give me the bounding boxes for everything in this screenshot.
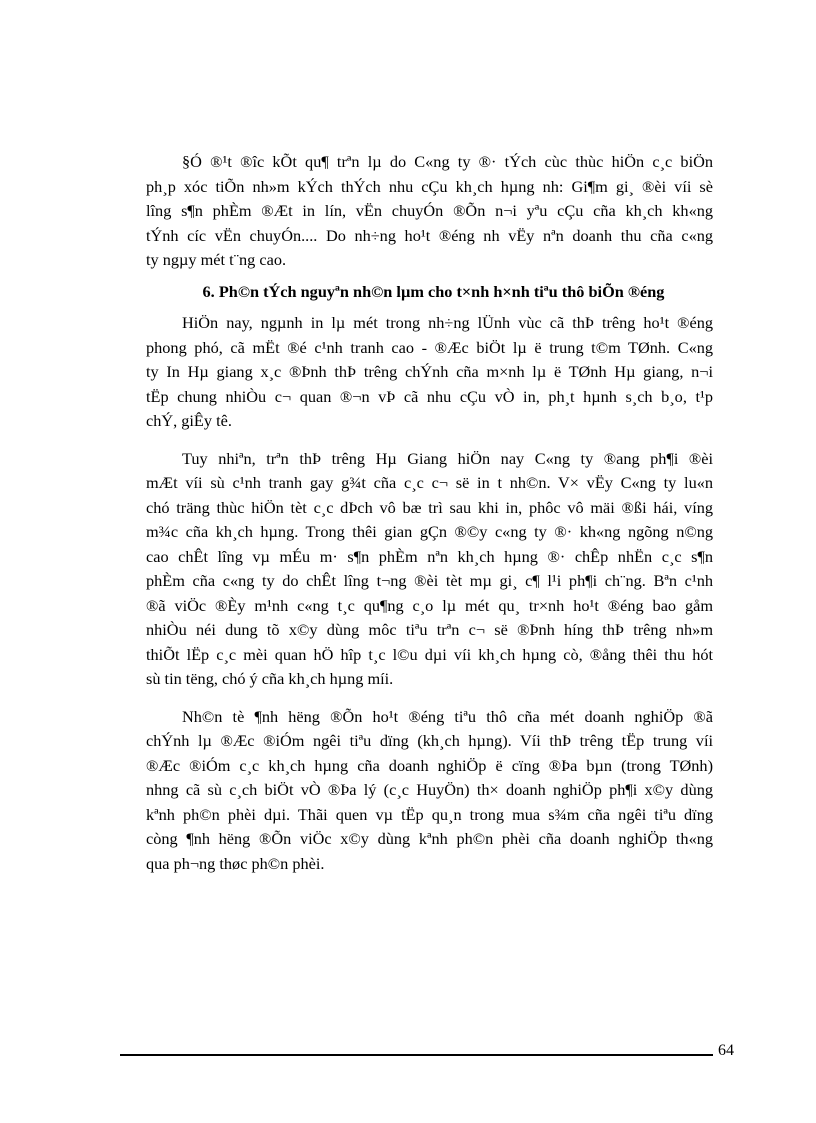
text-line: ty In Hµ giang x¸c ®Þnh thÞ trêng chÝnh cña m×nh lµ ë TØnh Hµ giang, n¬i [146,362,713,381]
text-line: chó träng thùc hiÖn tèt c¸c dÞch vô bæ trì sau khi in, phôc vô mäi ®ßi hái, víng [146,497,713,517]
paragraph [146,705,713,877]
text-line: phÈm cña c«ng ty do chÊt lîng t¬ng ®èi tèt mµ gi¸ c¶ l¹i ph¶i ch¨ng. Bªn c¹nh [146,571,713,590]
paragraph [146,150,713,273]
text-line: m¾c cña kh¸ch hµng. Trong thêi gian gÇn ®©y c«ng ty ®· kh«ng ngõng n©ng [146,522,713,541]
text-line: phong phó, cã mËt ®é c¹nh tranh cao - ®Æc biÖt lµ ë trung t©m TØnh. C«ng [146,337,713,357]
paragraph [146,447,713,692]
text-line: mÆt víi sù c¹nh tranh gay g¾t cña c¸c c¬ së in t nh©n. V× vËy C«ng ty lu«n [146,473,713,492]
text-line: còng ¶nh hëng ®Õn viÖc x©y dùng kªnh ph©n phèi cña doanh nghiÖp th«ng [146,829,713,848]
text-line: ty ngµy mét t¨ng cao. [146,250,287,269]
text-line: tËp chung nhiÒu c¬ quan ®¬n vÞ cã nhu cÇu vÒ in, ph¸t hµnh s¸ch b¸o, t¹p [146,386,713,406]
text-line: chÝnh lµ ®Æc ®iÓm ngêi tiªu dïng (kh¸ch hµng). Víi thÞ trêng tËp trung víi [146,731,713,750]
text-line: tÝnh cíc vËn chuyÓn.... Do nh÷ng ho¹t ®éng nh vËy nªn doanh thu cña c«ng [146,225,713,245]
text-line: qua ph¬ng thøc ph©n phèi. [146,853,325,873]
paragraph [146,311,713,434]
text-line: cao chÊt lîng vµ mÉu m· s¶n phÈm nªn kh¸ch hµng ®· chÊp nhËn c¸c s¶n [146,546,713,566]
page-number: 64 [718,1042,734,1059]
section-heading: 6. Ph©n tÝch nguyªn nh©n lµm cho t×nh h×nh tiªu thô biÕn ®éng [202,281,665,301]
text-line: §Ó ®¹t ®îc kÕt qu¶ trªn lµ do C«ng ty ®· tÝch cùc thùc hiÖn c¸c biÖn [182,152,713,171]
text-line: Tuy nhiªn, trªn thÞ trêng Hµ Giang hiÖn nay C«ng ty ®ang ph¶i ®èi [182,448,713,468]
text-line: nhiÒu néi dung tõ x©y dùng môc tiªu trªn c¬ së ®Þnh híng thÞ trêng nh»m [146,620,713,639]
text-line: ®Æc ®iÓm c¸c kh¸ch hµng cña doanh nghiÖp ë cïng ®Þa bµn (trong TØnh) [146,755,713,775]
footer-divider [120,1054,713,1056]
text-line: ®ã viÖc ®Èy m¹nh c«ng t¸c qu¶ng c¸o lµ mét qu¸ tr×nh ho¹t ®éng bao gåm [146,595,713,615]
document-body [146,150,713,883]
text-line: lîng s¶n phÈm ®Æt in lín, vËn chuyÓn ®Õn n¬i yªu cÇu cña kh¸ch kh«ng [146,201,713,220]
text-line: Nh©n tè ¶nh hëng ®Õn ho¹t ®éng tiªu thô cña mét doanh nghiÖp ®ã [182,706,713,726]
text-line: chÝ, giÊy tê. [146,411,232,430]
text-line: sù tin tëng, chó ý cña kh¸ch hµng míi. [146,669,394,688]
text-line: ph¸p xóc tiÕn nh»m kÝch thÝch nhu cÇu kh¸ch hµng nh: Gi¶m gi¸ ®èi víi sè [146,176,713,196]
text-line: kªnh ph©n phèi dµi. Thãi quen vµ tËp qu¸n trong mua s¾m cña ngêi tiªu dïng [146,804,713,824]
text-line: HiÖn nay, ngµnh in lµ mét trong nh÷ng lÜnh vùc cã thÞ trêng ho¹t ®éng [182,313,713,332]
text-line: thiÕt lËp c¸c mèi quan hÖ hîp t¸c l©u dµi víi kh¸ch hµng cò, ®ång thêi thu hót [146,644,713,664]
text-line: nhng cã sù c¸ch biÖt vÒ ®Þa lý (c¸c HuyÖn) th× doanh nghiÖp ph¶i x©y dùng [146,780,713,799]
